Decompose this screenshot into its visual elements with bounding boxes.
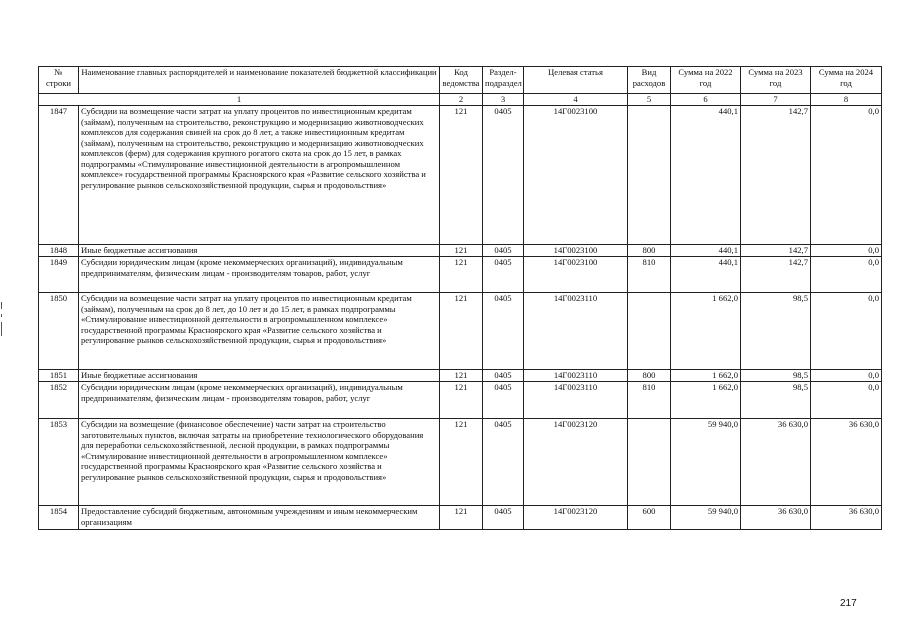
sum-2024-cell: 0,0 [811,293,882,370]
table-header-row [39,67,882,94]
sum-2024-cell: 0,0 [811,106,882,245]
sum-2023-cell: 142,7 [741,106,811,245]
sum-2023-cell: 98,5 [741,370,811,382]
expense-type-cell: 810 [628,382,671,419]
table-row [39,419,882,506]
row-number-cell: 1850 [39,293,79,370]
header-sum-2024: Сумма на 2024 год [811,67,882,94]
sum-2022-cell: 440,1 [671,245,741,257]
expense-type-cell: 800 [628,245,671,257]
sum-2024-cell: 36 630,0 [811,419,882,506]
target-item-cell: 14Г0023110 [524,293,628,370]
target-item-cell: 14Г0023100 [524,257,628,293]
indicator-name-cell: Субсидии на возмещение (финансовое обеспечение) части затрат на строительство заготовительных пунктов, включая затраты на приобретение технологического оборудования для переработки сельскохозяйственной, лесной продукции, в рамках подпрограммы «Стимулирование инвестиционной деятельности в агропромышленном комплексе» государственной программы Красноярского края «Развитие сельского хозяйства и регулирование рынков сельскохозяйственной продукции, сырья и продовольствия» [79,419,440,506]
column-number: 3 [483,94,524,106]
target-item-cell: 14Г0023110 [524,370,628,382]
column-number: 1 [39,94,440,106]
header-row-no: № строки [39,67,79,94]
column-number: 8 [811,94,882,106]
expense-type-cell [628,106,671,245]
row-number-cell: 1849 [39,257,79,293]
dept-code-cell: 121 [440,245,483,257]
expense-type-cell: 600 [628,506,671,530]
indicator-name-cell: Иные бюджетные ассигнования [79,245,440,257]
header-target-item: Целевая статья [524,67,628,94]
section-cell: 0405 [483,257,524,293]
expense-type-cell [628,419,671,506]
page-number: 217 [840,598,857,609]
row-number-cell: 1854 [39,506,79,530]
header-sum-2022: Сумма на 2022 год [671,67,741,94]
section-cell: 0405 [483,245,524,257]
target-item-cell: 14Г0023120 [524,506,628,530]
target-item-cell: 14Г0023100 [524,245,628,257]
indicator-name-cell: Предоставление субсидий бюджетным, автономным учреждениям и иным некоммерческим организациям [79,506,440,530]
dept-code-cell: 121 [440,370,483,382]
column-number: 2 [440,94,483,106]
indicator-name-cell: Субсидии юридическим лицам (кроме некоммерческих организаций), индивидуальным предпринимателям, физическим лицам - производителям товаров, работ, услуг [79,382,440,419]
sum-2022-cell: 59 940,0 [671,419,741,506]
header-dept-code: Код ведомства [440,67,483,94]
table-row [39,382,882,419]
sum-2024-cell: 0,0 [811,257,882,293]
table-row [39,106,882,245]
sum-2023-cell: 142,7 [741,257,811,293]
column-number: 6 [671,94,741,106]
indicator-name-cell: Субсидии юридическим лицам (кроме некоммерческих организаций), индивидуальным предпринимателям, физическим лицам - производителям товаров, работ, услуг [79,257,440,293]
table-row [39,293,882,370]
section-cell: 0405 [483,506,524,530]
sum-2024-cell: 0,0 [811,245,882,257]
scan-edge-marks [1,302,4,341]
dept-code-cell: 121 [440,419,483,506]
sum-2023-cell: 142,7 [741,245,811,257]
section-cell: 0405 [483,106,524,245]
row-number-cell: 1848 [39,245,79,257]
indicator-name-cell: Субсидии на возмещение части затрат на уплату процентов по инвестиционным кредитам (займам), полученным на строительство, реконструкцию и модернизацию животноводческих комплексов для содержания свиней на срок до 8 лет, а также инвестиционным кредитам (займам), полученным на строительство, реконструкцию и модернизацию животноводческих комплексов (ферм) для содержания крупного рогатого скота на срок до 15 лет, в рамках подпрограммы «Стимулирование инвестиционной деятельности в агропромышленном комплексе» государственной программы Красноярского края «Развитие сельского хозяйства и регулирование рынков сельскохозяйственной продукции, сырья и продовольствия» [79,106,440,245]
row-number-cell: 1851 [39,370,79,382]
table-row [39,257,882,293]
sum-2023-cell: 36 630,0 [741,419,811,506]
header-sum-2023: Сумма на 2023 год [741,67,811,94]
target-item-cell: 14Г0023110 [524,382,628,419]
expense-type-cell: 800 [628,370,671,382]
column-number: 4 [524,94,628,106]
section-cell: 0405 [483,370,524,382]
sum-2023-cell: 98,5 [741,293,811,370]
header-expense-type: Вид расходов [628,67,671,94]
sum-2024-cell: 0,0 [811,370,882,382]
sum-2022-cell: 59 940,0 [671,506,741,530]
sum-2022-cell: 440,1 [671,257,741,293]
indicator-name-cell: Иные бюджетные ассигнования [79,370,440,382]
row-number-cell: 1847 [39,106,79,245]
dept-code-cell: 121 [440,382,483,419]
header-section: Раздел-подраздел [483,67,524,94]
sum-2022-cell: 440,1 [671,106,741,245]
dept-code-cell: 121 [440,506,483,530]
column-number-row [39,94,882,106]
sum-2024-cell: 0,0 [811,382,882,419]
table-row [39,245,882,257]
target-item-cell: 14Г0023100 [524,106,628,245]
column-number: 5 [628,94,671,106]
table-row [39,506,882,530]
sum-2023-cell: 36 630,0 [741,506,811,530]
sum-2022-cell: 1 662,0 [671,370,741,382]
target-item-cell: 14Г0023120 [524,419,628,506]
dept-code-cell: 121 [440,106,483,245]
sum-2022-cell: 1 662,0 [671,382,741,419]
expense-type-cell [628,293,671,370]
section-cell: 0405 [483,419,524,506]
expense-type-cell: 810 [628,257,671,293]
dept-code-cell: 121 [440,293,483,370]
dept-code-cell: 121 [440,257,483,293]
budget-table [38,66,882,530]
section-cell: 0405 [483,293,524,370]
table-row [39,370,882,382]
header-name: Наименование главных распорядителей и наименование показателей бюджетной классификации [79,67,440,94]
column-number: 7 [741,94,811,106]
sum-2023-cell: 98,5 [741,382,811,419]
row-number-cell: 1852 [39,382,79,419]
row-number-cell: 1853 [39,419,79,506]
sum-2022-cell: 1 662,0 [671,293,741,370]
section-cell: 0405 [483,382,524,419]
sum-2024-cell: 36 630,0 [811,506,882,530]
indicator-name-cell: Субсидии на возмещение части затрат на уплату процентов по инвестиционным кредитам (займам), полученным на срок до 8 лет, до 10 лет и до 15 лет, в рамках подпрограммы «Стимулирование инвестиционной деятельности в агропромышленном комплексе» государственной программы Красноярского края «Развитие сельского хозяйства и регулирование рынков сельскохозяйственной продукции, сырья и продовольствия» [79,293,440,370]
